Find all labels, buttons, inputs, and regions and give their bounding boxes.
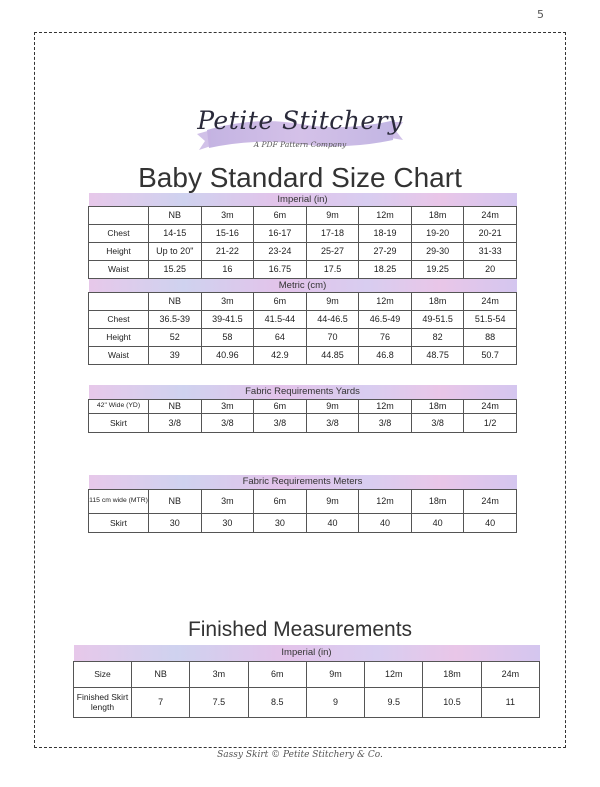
size-header: 18m xyxy=(411,399,464,413)
table-cell: 44.85 xyxy=(306,346,359,364)
fabric-yards-table xyxy=(88,385,517,433)
table-row xyxy=(89,513,517,532)
table-cell: 15.25 xyxy=(149,260,202,278)
table-row xyxy=(89,399,517,413)
table-cell: Up to 20" xyxy=(149,242,202,260)
size-header: 18m xyxy=(411,292,464,310)
table-cell: 41.5-44 xyxy=(254,310,307,328)
table-cell: 40 xyxy=(464,513,517,532)
table-cell: 29-30 xyxy=(411,242,464,260)
table-cell: 25-27 xyxy=(306,242,359,260)
size-header: 18m xyxy=(411,489,464,513)
size-header: 6m xyxy=(254,206,307,224)
table-cell: 40.96 xyxy=(201,346,254,364)
corner-label: Size xyxy=(74,661,132,687)
row-label: Skirt xyxy=(89,513,149,532)
table-cell: 49-51.5 xyxy=(411,310,464,328)
size-header: 18m xyxy=(423,661,481,687)
size-header: 9m xyxy=(306,661,364,687)
imperial-size-row xyxy=(89,206,517,224)
page-number: 5 xyxy=(537,8,544,21)
size-header: 6m xyxy=(248,661,306,687)
size-header: NB xyxy=(149,206,202,224)
table-cell: 7.5 xyxy=(190,687,248,717)
corner-label: 115 cm wide (MTR) xyxy=(89,489,149,513)
table-cell: 42.9 xyxy=(254,346,307,364)
table-cell: 16 xyxy=(201,260,254,278)
size-header: 24m xyxy=(464,489,517,513)
size-header: 9m xyxy=(306,399,359,413)
table-cell: 31-33 xyxy=(464,242,517,260)
logo-tagline: A PDF Pattern Company xyxy=(253,140,347,149)
size-header: 9m xyxy=(306,206,359,224)
table-cell: 11 xyxy=(481,687,539,717)
table-cell: 3/8 xyxy=(306,413,359,432)
size-header: 12m xyxy=(359,489,412,513)
table-row xyxy=(89,413,517,432)
size-header: 12m xyxy=(359,399,412,413)
size-header: NB xyxy=(132,661,190,687)
size-header: 3m xyxy=(201,206,254,224)
row-label: Skirt xyxy=(89,413,149,432)
logo-name: Petite Stitchery xyxy=(197,106,403,135)
table-cell: 20 xyxy=(464,260,517,278)
fabric-meters-table xyxy=(88,475,517,533)
table-row xyxy=(89,224,517,242)
size-header: 24m xyxy=(464,292,517,310)
fabric-meters-heading: Fabric Requirements Meters xyxy=(89,475,517,489)
table-cell: 46.5-49 xyxy=(359,310,412,328)
table-cell: 30 xyxy=(254,513,307,532)
table-row xyxy=(74,687,540,717)
size-header: 6m xyxy=(254,399,307,413)
table-cell: 10.5 xyxy=(423,687,481,717)
table-row xyxy=(89,328,517,346)
table-cell: 76 xyxy=(359,328,412,346)
finished-imperial-heading: Imperial (in) xyxy=(74,645,540,661)
fabric-yards-heading: Fabric Requirements Yards xyxy=(89,385,517,399)
size-header: 24m xyxy=(464,399,517,413)
table-cell: 7 xyxy=(132,687,190,717)
size-chart-title: Baby Standard Size Chart xyxy=(138,162,462,193)
table-cell: 82 xyxy=(411,328,464,346)
table-cell: 23-24 xyxy=(254,242,307,260)
row-label: Finished Skirt length xyxy=(74,687,132,717)
table-cell: 50.7 xyxy=(464,346,517,364)
table-cell: 3/8 xyxy=(254,413,307,432)
table-cell: 1/2 xyxy=(464,413,517,432)
size-header: 12m xyxy=(359,206,412,224)
table-cell: 36.5-39 xyxy=(149,310,202,328)
table-cell: 51.5-54 xyxy=(464,310,517,328)
row-label: Chest xyxy=(89,310,149,328)
table-cell: 30 xyxy=(201,513,254,532)
finished-measurements-table xyxy=(73,645,540,718)
finished-measurements-title: Finished Measurements xyxy=(187,618,413,641)
baby-size-chart-table xyxy=(88,193,517,365)
table-cell: 58 xyxy=(201,328,254,346)
table-cell: 19-20 xyxy=(411,224,464,242)
table-cell: 8.5 xyxy=(248,687,306,717)
size-header: 3m xyxy=(190,661,248,687)
size-header: NB xyxy=(149,399,202,413)
size-header: 3m xyxy=(201,292,254,310)
table-cell: 40 xyxy=(306,513,359,532)
metric-heading: Metric (cm) xyxy=(89,278,517,292)
table-cell: 40 xyxy=(411,513,464,532)
table-cell: 70 xyxy=(306,328,359,346)
size-header: 9m xyxy=(306,489,359,513)
table-cell: 9.5 xyxy=(365,687,423,717)
table-row xyxy=(89,310,517,328)
table-cell: 48.75 xyxy=(411,346,464,364)
size-header: 18m xyxy=(411,206,464,224)
row-label: Chest xyxy=(89,224,149,242)
table-row xyxy=(74,661,540,687)
table-cell: 18-19 xyxy=(359,224,412,242)
table-cell: 3/8 xyxy=(359,413,412,432)
table-cell: 27-29 xyxy=(359,242,412,260)
metric-size-row xyxy=(89,292,517,310)
table-cell: 18.25 xyxy=(359,260,412,278)
row-label: Height xyxy=(89,328,149,346)
table-row xyxy=(89,489,517,513)
table-cell: 88 xyxy=(464,328,517,346)
table-cell: 52 xyxy=(149,328,202,346)
footer-credit: Sassy Skirt © Petite Stitchery & Co. xyxy=(217,750,383,760)
size-header: 9m xyxy=(306,292,359,310)
table-row xyxy=(89,346,517,364)
size-header: 3m xyxy=(201,399,254,413)
table-cell: 17.5 xyxy=(306,260,359,278)
table-cell: 16-17 xyxy=(254,224,307,242)
row-label: Waist xyxy=(89,260,149,278)
size-header: 3m xyxy=(201,489,254,513)
table-cell: 64 xyxy=(254,328,307,346)
table-cell: 40 xyxy=(359,513,412,532)
table-cell: 3/8 xyxy=(201,413,254,432)
table-row xyxy=(89,242,517,260)
table-cell: 21-22 xyxy=(201,242,254,260)
table-cell: 17-18 xyxy=(306,224,359,242)
table-cell: 3/8 xyxy=(411,413,464,432)
table-cell: 19.25 xyxy=(411,260,464,278)
table-cell: 3/8 xyxy=(149,413,202,432)
logo xyxy=(0,100,600,160)
corner-label: 42" Wide (YD) xyxy=(89,399,149,413)
table-cell: 16.75 xyxy=(254,260,307,278)
size-header: NB xyxy=(149,489,202,513)
row-label: Waist xyxy=(89,346,149,364)
size-header: 6m xyxy=(254,489,307,513)
table-cell: 14-15 xyxy=(149,224,202,242)
table-cell: 39 xyxy=(149,346,202,364)
size-header: 12m xyxy=(359,292,412,310)
table-cell: 44-46.5 xyxy=(306,310,359,328)
table-cell: 46.8 xyxy=(359,346,412,364)
size-header: NB xyxy=(149,292,202,310)
table-cell: 39-41.5 xyxy=(201,310,254,328)
size-header: 12m xyxy=(365,661,423,687)
size-header: 24m xyxy=(464,206,517,224)
table-cell: 15-16 xyxy=(201,224,254,242)
table-cell: 30 xyxy=(149,513,202,532)
imperial-heading: Imperial (in) xyxy=(89,193,517,206)
table-cell: 20-21 xyxy=(464,224,517,242)
size-header: 24m xyxy=(481,661,539,687)
table-row xyxy=(89,260,517,278)
size-header: 6m xyxy=(254,292,307,310)
row-label: Height xyxy=(89,242,149,260)
table-cell: 9 xyxy=(306,687,364,717)
